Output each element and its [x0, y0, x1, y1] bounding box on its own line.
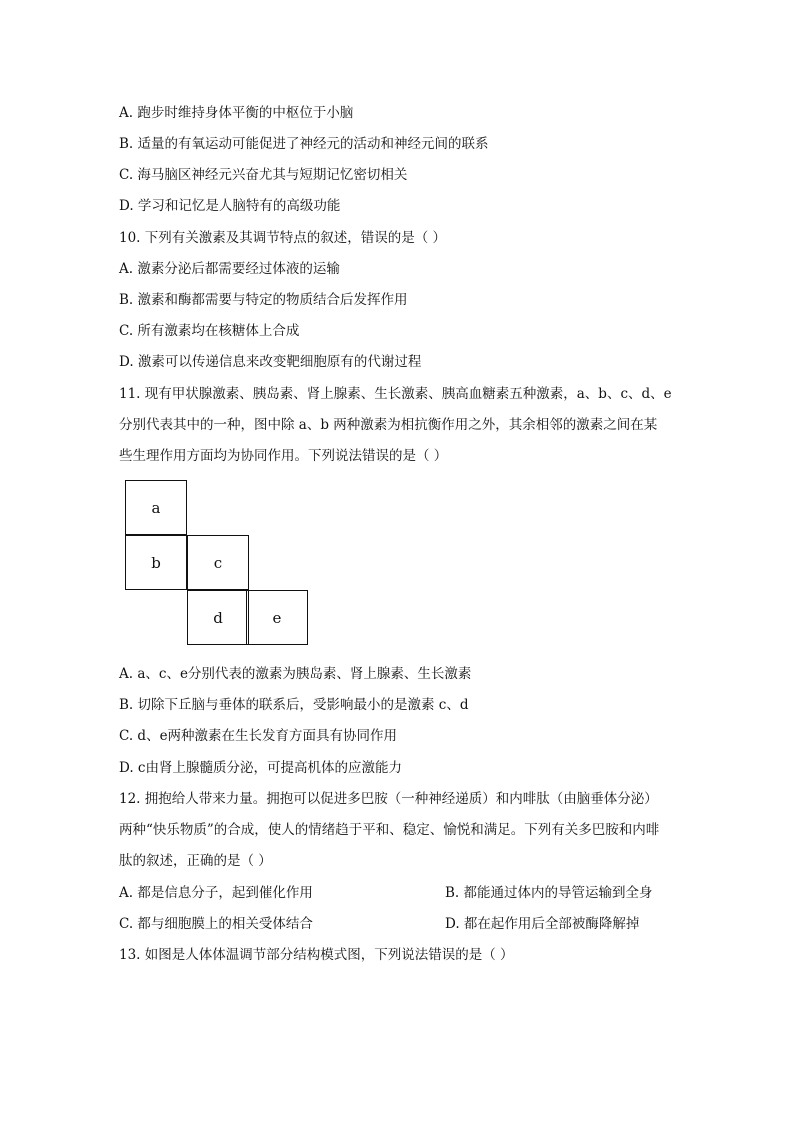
q11-stem-line-3: 些生理作用方面均为协同作用。下列说法错误的是（ ） — [119, 448, 448, 464]
q11-option-b: B. 切除下丘脑与垂体的联系后，受影响最小的是激素 c、d — [119, 697, 469, 713]
q12-option-d: D. 都在起作用后全部被酶降解掉 — [445, 916, 640, 932]
q12-stem-line-2: 两种“快乐物质”的合成，使人的情绪趋于平和、稳定、愉悦和满足。下列有关多巴胺和内啡 — [119, 822, 660, 838]
q12-stem-line-1: 12. 拥抱给人带来力量。拥抱可以促进多巴胺（一种神经递质）和内啡肽（由脑垂体分泌） — [119, 791, 658, 807]
q11-option-a: A. a、c、e分别代表的激素为胰岛素、肾上腺素、生长激素 — [119, 666, 472, 682]
q12-option-b: B. 都能通过体内的导管运输到全身 — [445, 885, 653, 901]
q10-stem: 10. 下列有关激素及其调节特点的叙述，错误的是（ ） — [119, 230, 447, 246]
q10-option-c: C. 所有激素均在核糖体上合成 — [119, 323, 300, 339]
q11-option-c: C. d、e两种激素在生长发育方面具有协同作用 — [119, 728, 398, 744]
q9-option-d: D. 学习和记忆是人脑特有的高级功能 — [119, 198, 341, 214]
q10-option-b: B. 激素和酶都需要与特定的物质结合后发挥作用 — [119, 292, 408, 308]
diagram-cell-c: c — [187, 535, 249, 590]
q11-stem-line-2: 分别代表其中的一种，图中除 a、b 两种激素为相抗衡作用之外，其余相邻的激素之间在某 — [119, 417, 658, 433]
q10-option-a: A. 激素分泌后都需要经过体液的运输 — [119, 261, 340, 277]
q12-option-a: A. 都是信息分子，起到催化作用 — [119, 885, 313, 901]
q10-option-d: D. 激素可以传递信息来改变靶细胞原有的代谢过程 — [119, 354, 422, 370]
q9-option-b: B. 适量的有氧运动可能促进了神经元的活动和神经元间的联系 — [119, 136, 489, 152]
q12-option-c: C. 都与细胞膜上的相关受体结合 — [119, 916, 313, 932]
q9-option-c: C. 海马脑区神经元兴奋尤其与短期记忆密切相关 — [119, 167, 408, 183]
q11-stem-line-1: 11. 现有甲状腺激素、胰岛素、肾上腺素、生长激素、胰高血糖素五种激素，a、b、c、d、e — [119, 386, 672, 402]
q9-option-a: A. 跑步时维持身体平衡的中枢位于小脑 — [119, 105, 354, 121]
diagram-cell-a: a — [125, 480, 187, 535]
q12-stem-line-3: 肽的叙述，正确的是（ ） — [119, 853, 272, 869]
diagram-cell-b: b — [125, 535, 187, 590]
q11-option-d: D. c由肾上腺髓质分泌，可提高机体的应激能力 — [119, 760, 402, 776]
diagram-cell-d: d — [187, 590, 249, 645]
diagram-cell-e: e — [246, 590, 308, 645]
q13-stem: 13. 如图是人体体温调节部分结构模式图，下列说法错误的是（ ） — [119, 947, 514, 963]
